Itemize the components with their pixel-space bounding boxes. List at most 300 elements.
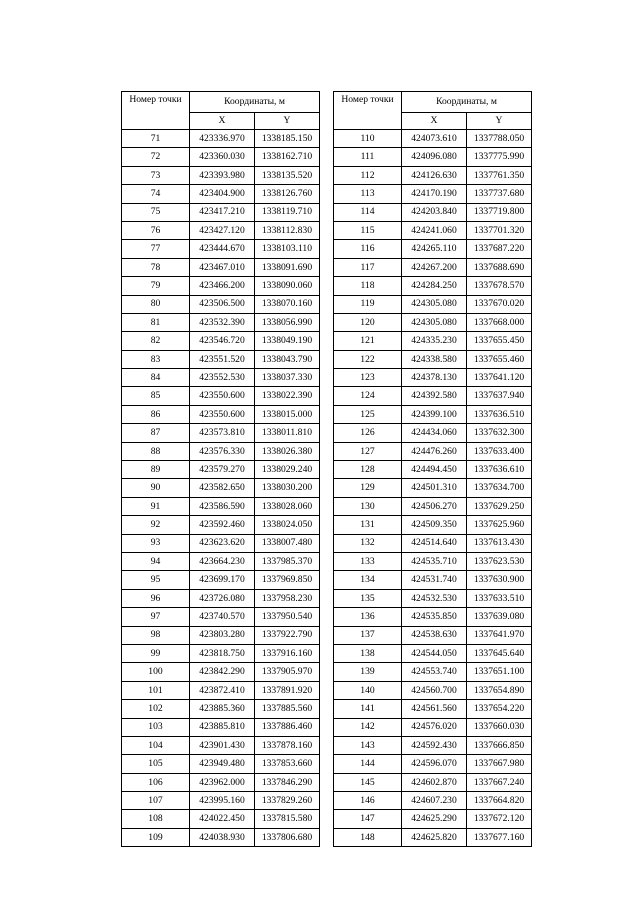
- y-coordinate-cell: 1337660.030: [467, 718, 532, 736]
- point-number-cell: 125: [334, 405, 402, 423]
- y-coordinate-cell: 1337636.610: [467, 461, 532, 479]
- point-number-cell: 99: [122, 644, 190, 662]
- table-row: [334, 130, 532, 148]
- table-row: [122, 479, 320, 497]
- y-coordinate-cell: 1338091.690: [255, 258, 320, 276]
- point-number-cell: 122: [334, 350, 402, 368]
- y-coordinate-cell: 1337633.400: [467, 442, 532, 460]
- x-coordinate-cell: 424602.870: [402, 773, 467, 791]
- x-coordinate-cell: 423532.390: [190, 313, 255, 331]
- point-number-cell: 118: [334, 277, 402, 295]
- x-coordinate-cell: 424560.700: [402, 681, 467, 699]
- x-coordinate-cell: 424506.270: [402, 497, 467, 515]
- x-coordinate-cell: 423962.000: [190, 773, 255, 791]
- x-coordinate-cell: 424509.350: [402, 516, 467, 534]
- x-coordinate-cell: 423592.460: [190, 516, 255, 534]
- table-row: [122, 148, 320, 166]
- x-coordinate-cell: 423885.810: [190, 718, 255, 736]
- point-number-cell: 87: [122, 424, 190, 442]
- y-coordinate-cell: 1338011.810: [255, 424, 320, 442]
- y-coordinate-cell: 1337891.920: [255, 681, 320, 699]
- point-number-cell: 109: [122, 828, 190, 846]
- x-coordinate-cell: 423699.170: [190, 571, 255, 589]
- x-column-header: X: [190, 113, 255, 130]
- point-number-cell: 89: [122, 461, 190, 479]
- table-row: [334, 424, 532, 442]
- table-row: [122, 516, 320, 534]
- y-coordinate-cell: 1337625.960: [467, 516, 532, 534]
- x-coordinate-cell: 424241.060: [402, 221, 467, 239]
- table-row: [334, 552, 532, 570]
- x-coordinate-cell: 423546.720: [190, 332, 255, 350]
- table-row: [334, 810, 532, 828]
- y-coordinate-cell: 1337654.890: [467, 681, 532, 699]
- x-coordinate-cell: 424338.580: [402, 350, 467, 368]
- table-row: [122, 755, 320, 773]
- point-number-cell: 133: [334, 552, 402, 570]
- x-coordinate-cell: 423623.620: [190, 534, 255, 552]
- x-coordinate-cell: 424022.450: [190, 810, 255, 828]
- table-row: [122, 718, 320, 736]
- x-coordinate-cell: 424535.850: [402, 608, 467, 626]
- y-coordinate-cell: 1337654.220: [467, 700, 532, 718]
- y-coordinate-cell: 1338135.520: [255, 166, 320, 184]
- table-row: [122, 828, 320, 846]
- x-coordinate-cell: 423576.330: [190, 442, 255, 460]
- y-coordinate-cell: 1338028.060: [255, 497, 320, 515]
- y-coordinate-cell: 1337853.660: [255, 755, 320, 773]
- y-coordinate-cell: 1337632.300: [467, 424, 532, 442]
- table-row: [122, 424, 320, 442]
- point-number-cell: 123: [334, 369, 402, 387]
- point-number-cell: 120: [334, 313, 402, 331]
- table-row: [122, 258, 320, 276]
- x-coordinate-cell: 424203.840: [402, 203, 467, 221]
- point-number-cell: 124: [334, 387, 402, 405]
- point-number-cell: 146: [334, 792, 402, 810]
- point-number-cell: 81: [122, 313, 190, 331]
- table-row: [334, 736, 532, 754]
- point-number-cell: 145: [334, 773, 402, 791]
- point-number-cell: 126: [334, 424, 402, 442]
- x-coordinate-cell: 424576.020: [402, 718, 467, 736]
- table-row: [334, 369, 532, 387]
- point-number-cell: 86: [122, 405, 190, 423]
- table-row: [334, 516, 532, 534]
- table-row: [122, 332, 320, 350]
- table-row: [122, 240, 320, 258]
- table-row: [122, 773, 320, 791]
- table-row: [122, 313, 320, 331]
- point-number-cell: 96: [122, 589, 190, 607]
- x-coordinate-cell: 424596.070: [402, 755, 467, 773]
- y-coordinate-cell: 1338185.150: [255, 130, 320, 148]
- coordinates-header: Координаты, м: [402, 92, 532, 113]
- point-number-cell: 91: [122, 497, 190, 515]
- x-coordinate-cell: 424532.530: [402, 589, 467, 607]
- y-coordinate-cell: 1337672.120: [467, 810, 532, 828]
- y-coordinate-cell: 1338024.050: [255, 516, 320, 534]
- y-coordinate-cell: 1338056.990: [255, 313, 320, 331]
- table-row: [122, 792, 320, 810]
- table-row: [334, 148, 532, 166]
- point-number-cell: 84: [122, 369, 190, 387]
- y-coordinate-cell: 1337630.900: [467, 571, 532, 589]
- x-coordinate-cell: 423393.980: [190, 166, 255, 184]
- y-coordinate-cell: 1337775.990: [467, 148, 532, 166]
- point-number-cell: 119: [334, 295, 402, 313]
- point-number-cell: 104: [122, 736, 190, 754]
- x-coordinate-cell: 423404.900: [190, 185, 255, 203]
- x-coordinate-cell: 424531.740: [402, 571, 467, 589]
- y-coordinate-cell: 1338126.760: [255, 185, 320, 203]
- point-number-cell: 94: [122, 552, 190, 570]
- table-row: [334, 185, 532, 203]
- y-coordinate-cell: 1338015.000: [255, 405, 320, 423]
- point-number-cell: 75: [122, 203, 190, 221]
- point-number-cell: 139: [334, 663, 402, 681]
- y-coordinate-cell: 1337701.320: [467, 221, 532, 239]
- table-row: [122, 608, 320, 626]
- y-coordinate-cell: 1337687.220: [467, 240, 532, 258]
- x-coordinate-cell: 424096.080: [402, 148, 467, 166]
- y-coordinate-cell: 1337651.100: [467, 663, 532, 681]
- coordinates-header: Координаты, м: [190, 92, 320, 113]
- x-coordinate-cell: 424476.260: [402, 442, 467, 460]
- x-coordinate-cell: 423740.570: [190, 608, 255, 626]
- x-coordinate-cell: 424561.560: [402, 700, 467, 718]
- table-row: [334, 240, 532, 258]
- point-number-cell: 134: [334, 571, 402, 589]
- table-row: [334, 332, 532, 350]
- point-number-cell: 95: [122, 571, 190, 589]
- y-coordinate-cell: 1338029.240: [255, 461, 320, 479]
- y-coordinate-cell: 1337655.450: [467, 332, 532, 350]
- table-row: [122, 810, 320, 828]
- x-coordinate-cell: 424553.740: [402, 663, 467, 681]
- y-coordinate-cell: 1337666.850: [467, 736, 532, 754]
- point-number-cell: 132: [334, 534, 402, 552]
- y-coordinate-cell: 1338119.710: [255, 203, 320, 221]
- table-row: [334, 479, 532, 497]
- y-coordinate-cell: 1337613.430: [467, 534, 532, 552]
- table-row: [334, 792, 532, 810]
- x-coordinate-cell: 424265.110: [402, 240, 467, 258]
- point-number-cell: 110: [334, 130, 402, 148]
- y-coordinate-cell: 1337670.020: [467, 295, 532, 313]
- table-row: [122, 552, 320, 570]
- x-coordinate-cell: 423901.430: [190, 736, 255, 754]
- point-number-cell: 83: [122, 350, 190, 368]
- point-number-cell: 108: [122, 810, 190, 828]
- table-row: [122, 130, 320, 148]
- table-row: [122, 663, 320, 681]
- y-coordinate-cell: 1338162.710: [255, 148, 320, 166]
- table-row: [334, 461, 532, 479]
- x-coordinate-cell: 423551.520: [190, 350, 255, 368]
- y-coordinate-cell: 1337885.560: [255, 700, 320, 718]
- y-coordinate-cell: 1338043.790: [255, 350, 320, 368]
- point-number-header: Номер точки: [334, 92, 402, 130]
- y-coordinate-cell: 1337667.240: [467, 773, 532, 791]
- table-row: [334, 828, 532, 846]
- x-coordinate-cell: 424592.430: [402, 736, 467, 754]
- point-number-cell: 130: [334, 497, 402, 515]
- point-number-cell: 144: [334, 755, 402, 773]
- x-coordinate-cell: 423995.160: [190, 792, 255, 810]
- table-row: [122, 497, 320, 515]
- point-number-cell: 111: [334, 148, 402, 166]
- table-row: [122, 626, 320, 644]
- y-coordinate-cell: 1337641.970: [467, 626, 532, 644]
- y-coordinate-cell: 1338070.160: [255, 295, 320, 313]
- point-number-cell: 129: [334, 479, 402, 497]
- x-coordinate-cell: 423885.360: [190, 700, 255, 718]
- point-number-cell: 103: [122, 718, 190, 736]
- table-row: [334, 755, 532, 773]
- x-coordinate-cell: 423949.480: [190, 755, 255, 773]
- table-row: [122, 589, 320, 607]
- x-coordinate-cell: 423726.080: [190, 589, 255, 607]
- y-coordinate-cell: 1337688.690: [467, 258, 532, 276]
- y-coordinate-cell: 1337905.970: [255, 663, 320, 681]
- x-coordinate-cell: 424378.130: [402, 369, 467, 387]
- x-coordinate-cell: 424073.610: [402, 130, 467, 148]
- point-number-cell: 117: [334, 258, 402, 276]
- point-number-cell: 102: [122, 700, 190, 718]
- table-row: [122, 681, 320, 699]
- table-row: [122, 534, 320, 552]
- point-number-cell: 78: [122, 258, 190, 276]
- table-row: [122, 387, 320, 405]
- point-number-cell: 115: [334, 221, 402, 239]
- table-row: [122, 369, 320, 387]
- y-coordinate-cell: 1337634.700: [467, 479, 532, 497]
- x-coordinate-cell: 423664.230: [190, 552, 255, 570]
- point-number-cell: 137: [334, 626, 402, 644]
- table-row: [334, 589, 532, 607]
- table-row: [334, 700, 532, 718]
- point-number-cell: 73: [122, 166, 190, 184]
- point-number-cell: 85: [122, 387, 190, 405]
- point-number-cell: 105: [122, 755, 190, 773]
- x-coordinate-cell: 424399.100: [402, 405, 467, 423]
- y-column-header: Y: [255, 113, 320, 130]
- y-coordinate-cell: 1337985.370: [255, 552, 320, 570]
- y-coordinate-cell: 1337667.980: [467, 755, 532, 773]
- x-coordinate-cell: 424535.710: [402, 552, 467, 570]
- table-row: [334, 166, 532, 184]
- y-coordinate-cell: 1337645.640: [467, 644, 532, 662]
- x-coordinate-cell: 424625.290: [402, 810, 467, 828]
- point-number-cell: 128: [334, 461, 402, 479]
- table-row: [334, 258, 532, 276]
- x-coordinate-cell: 424434.060: [402, 424, 467, 442]
- y-coordinate-cell: 1337761.350: [467, 166, 532, 184]
- x-coordinate-cell: 424038.930: [190, 828, 255, 846]
- table-row: [334, 387, 532, 405]
- y-coordinate-cell: 1337788.050: [467, 130, 532, 148]
- point-number-header: Номер точки: [122, 92, 190, 130]
- x-coordinate-cell: 424514.640: [402, 534, 467, 552]
- table-row: [122, 185, 320, 203]
- point-number-cell: 77: [122, 240, 190, 258]
- coordinates-table-left: [121, 91, 320, 847]
- table-row: [334, 681, 532, 699]
- point-number-cell: 97: [122, 608, 190, 626]
- table-row: [334, 313, 532, 331]
- point-number-cell: 88: [122, 442, 190, 460]
- point-number-cell: 114: [334, 203, 402, 221]
- x-coordinate-cell: 423803.280: [190, 626, 255, 644]
- x-coordinate-cell: 424335.230: [402, 332, 467, 350]
- y-coordinate-cell: 1337815.580: [255, 810, 320, 828]
- table-row: [334, 497, 532, 515]
- x-coordinate-cell: 423467.010: [190, 258, 255, 276]
- point-number-cell: 101: [122, 681, 190, 699]
- point-number-cell: 74: [122, 185, 190, 203]
- table-row: [334, 277, 532, 295]
- x-column-header: X: [402, 113, 467, 130]
- point-number-cell: 80: [122, 295, 190, 313]
- table-row: [334, 534, 532, 552]
- x-coordinate-cell: 423872.410: [190, 681, 255, 699]
- table-row: [122, 203, 320, 221]
- y-coordinate-cell: 1337878.160: [255, 736, 320, 754]
- table-row: [334, 608, 532, 626]
- y-coordinate-cell: 1338103.110: [255, 240, 320, 258]
- y-coordinate-cell: 1337737.680: [467, 185, 532, 203]
- y-column-header: Y: [467, 113, 532, 130]
- x-coordinate-cell: 423582.650: [190, 479, 255, 497]
- point-number-cell: 100: [122, 663, 190, 681]
- point-number-cell: 138: [334, 644, 402, 662]
- table-row: [334, 773, 532, 791]
- x-coordinate-cell: 423586.590: [190, 497, 255, 515]
- x-coordinate-cell: 423842.290: [190, 663, 255, 681]
- x-coordinate-cell: 424126.630: [402, 166, 467, 184]
- x-coordinate-cell: 424170.190: [402, 185, 467, 203]
- point-number-cell: 140: [334, 681, 402, 699]
- y-coordinate-cell: 1337655.460: [467, 350, 532, 368]
- point-number-cell: 112: [334, 166, 402, 184]
- y-coordinate-cell: 1338026.380: [255, 442, 320, 460]
- y-coordinate-cell: 1337678.570: [467, 277, 532, 295]
- table-row: [334, 442, 532, 460]
- table-row: [122, 295, 320, 313]
- y-coordinate-cell: 1337969.850: [255, 571, 320, 589]
- table-row: [334, 718, 532, 736]
- point-number-cell: 90: [122, 479, 190, 497]
- x-coordinate-cell: 423573.810: [190, 424, 255, 442]
- y-coordinate-cell: 1337664.820: [467, 792, 532, 810]
- point-number-cell: 141: [334, 700, 402, 718]
- x-coordinate-cell: 423550.600: [190, 405, 255, 423]
- y-coordinate-cell: 1337950.540: [255, 608, 320, 626]
- x-coordinate-cell: 423818.750: [190, 644, 255, 662]
- x-coordinate-cell: 423579.270: [190, 461, 255, 479]
- y-coordinate-cell: 1337829.260: [255, 792, 320, 810]
- point-number-cell: 147: [334, 810, 402, 828]
- y-coordinate-cell: 1337637.940: [467, 387, 532, 405]
- y-coordinate-cell: 1338090.060: [255, 277, 320, 295]
- y-coordinate-cell: 1338007.480: [255, 534, 320, 552]
- x-coordinate-cell: 424305.080: [402, 295, 467, 313]
- x-coordinate-cell: 424284.250: [402, 277, 467, 295]
- point-number-cell: 142: [334, 718, 402, 736]
- y-coordinate-cell: 1337636.510: [467, 405, 532, 423]
- point-number-cell: 127: [334, 442, 402, 460]
- x-coordinate-cell: 424501.310: [402, 479, 467, 497]
- y-coordinate-cell: 1337623.530: [467, 552, 532, 570]
- x-coordinate-cell: 424625.820: [402, 828, 467, 846]
- y-coordinate-cell: 1338022.390: [255, 387, 320, 405]
- y-coordinate-cell: 1337641.120: [467, 369, 532, 387]
- y-coordinate-cell: 1337846.290: [255, 773, 320, 791]
- x-coordinate-cell: 423427.120: [190, 221, 255, 239]
- point-number-cell: 135: [334, 589, 402, 607]
- y-coordinate-cell: 1337629.250: [467, 497, 532, 515]
- point-number-cell: 71: [122, 130, 190, 148]
- x-coordinate-cell: 423550.600: [190, 387, 255, 405]
- x-coordinate-cell: 423506.500: [190, 295, 255, 313]
- coordinates-table-right: [333, 91, 532, 847]
- table-row: [122, 277, 320, 295]
- y-coordinate-cell: 1337639.080: [467, 608, 532, 626]
- table-row: [122, 350, 320, 368]
- point-number-cell: 93: [122, 534, 190, 552]
- point-number-cell: 92: [122, 516, 190, 534]
- x-coordinate-cell: 423360.030: [190, 148, 255, 166]
- table-row: [334, 350, 532, 368]
- table-row: [334, 663, 532, 681]
- table-row: [334, 221, 532, 239]
- x-coordinate-cell: 424607.230: [402, 792, 467, 810]
- table-row: [334, 295, 532, 313]
- point-number-cell: 116: [334, 240, 402, 258]
- point-number-cell: 143: [334, 736, 402, 754]
- point-number-cell: 79: [122, 277, 190, 295]
- y-coordinate-cell: 1337668.000: [467, 313, 532, 331]
- table-row: [334, 405, 532, 423]
- table-row: [122, 644, 320, 662]
- table-row: [334, 644, 532, 662]
- x-coordinate-cell: 423444.670: [190, 240, 255, 258]
- y-coordinate-cell: 1337719.800: [467, 203, 532, 221]
- table-row: [122, 736, 320, 754]
- table-row: [334, 203, 532, 221]
- point-number-cell: 113: [334, 185, 402, 203]
- y-coordinate-cell: 1338030.200: [255, 479, 320, 497]
- point-number-cell: 98: [122, 626, 190, 644]
- point-number-cell: 107: [122, 792, 190, 810]
- x-coordinate-cell: 423466.200: [190, 277, 255, 295]
- x-coordinate-cell: 424538.630: [402, 626, 467, 644]
- point-number-cell: 121: [334, 332, 402, 350]
- table-row: [334, 626, 532, 644]
- table-row: [122, 571, 320, 589]
- x-coordinate-cell: 423552.530: [190, 369, 255, 387]
- x-coordinate-cell: 424305.080: [402, 313, 467, 331]
- x-coordinate-cell: 424494.450: [402, 461, 467, 479]
- table-row: [122, 461, 320, 479]
- y-coordinate-cell: 1338112.830: [255, 221, 320, 239]
- table-row: [122, 166, 320, 184]
- point-number-cell: 82: [122, 332, 190, 350]
- y-coordinate-cell: 1337886.460: [255, 718, 320, 736]
- point-number-cell: 76: [122, 221, 190, 239]
- x-coordinate-cell: 424267.200: [402, 258, 467, 276]
